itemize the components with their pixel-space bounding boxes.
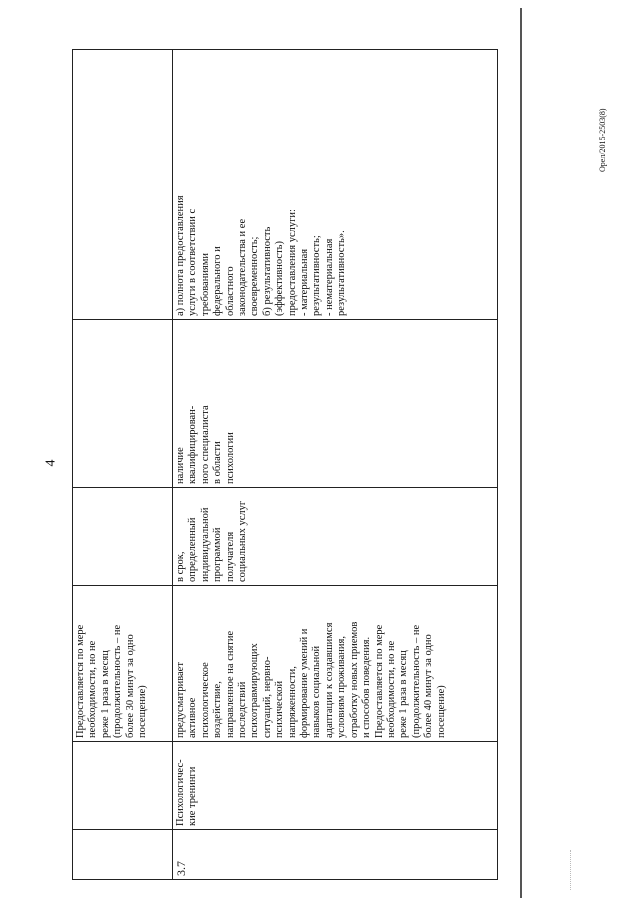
cell-line: напряженности, [286,666,298,738]
cell-line: результативность». [336,230,348,316]
cell-line: предоставления услуги: [286,209,298,316]
cell-line: реже 1 раза в месяц [398,650,410,738]
cell-conditions [173,320,498,488]
cell-line: посещение) [435,685,447,738]
cell-line: Предоставляется по мере [75,624,86,738]
cell-line: наличие [175,447,186,484]
cell-line: - материальная [299,248,311,316]
page-edge-line [520,8,522,898]
cell-criteria [173,50,498,320]
cell-line: навыков социальной [311,645,323,738]
cell-line: квалифицирован- [187,405,199,484]
cell-line: ситуаций, нервно- [261,656,273,738]
cell-line: психологическое [199,662,211,738]
cell-number: 3.7 [173,830,498,880]
services-table-wrapper [72,50,497,880]
cell-number [73,830,173,880]
cell-line: и способов поведения. [361,636,373,738]
cell-line: условиям проживания, [336,636,348,738]
cell-line: в области [212,441,224,484]
cell-description [173,586,498,742]
cell-line: активное [187,697,199,738]
table-row [173,50,498,880]
cell-line: своевременность; [249,236,261,316]
cell-line: (эффективность) [274,241,286,316]
cell-line: формирование умений и [299,628,311,738]
cell-line: - нематериальная [323,238,335,316]
cell-line: направленное на снятие [224,630,236,738]
cell-line: последствий [237,681,249,738]
cell-line: необходимости, но не [87,640,99,738]
cell-line: кие тренинги [187,766,199,826]
cell-service-name [73,742,173,830]
cell-service-name [173,742,498,830]
cell-line: программой [212,527,224,582]
cell-criteria [73,50,173,320]
cell-line: психотравмирующих [249,643,261,738]
cell-line: более 30 минут за одно [124,634,136,738]
cell-line: более 40 минут за одно [423,634,435,738]
cell-line: реже 1 раза в месяц [99,650,111,738]
cell-line: требованиями [199,252,211,316]
cell-line: психологии [224,432,236,484]
services-table [72,49,498,880]
cell-line: ного специалиста [199,405,211,484]
scan-mark [570,850,573,890]
cell-line: Предоставляется по мере [373,624,385,738]
cell-line: областного [224,266,236,316]
cell-line: посещение) [137,685,149,738]
cell-line: законодательства и ее [237,218,249,316]
cell-line: федерального и [212,246,224,316]
cell-line: необходимости, но не [385,640,397,738]
cell-line: определенный [187,517,199,582]
document-code: Opeл/2015-2503(8) [598,108,607,172]
cell-line: Психологичес- [175,759,186,826]
cell-line: получателя [224,531,236,582]
cell-line: адаптации к создавшимся [323,622,335,738]
cell-term [173,488,498,586]
cell-description [73,586,173,742]
cell-line: б) результативность [261,226,273,316]
table-row [73,50,173,880]
cell-line: отработку новых приемов [348,621,360,738]
cell-line: психической [274,680,286,738]
cell-line: а) полнота предоставления [175,195,186,316]
cell-line: результативность; [311,235,323,316]
cell-line: (продолжительность – не [112,624,124,738]
page-number: 4 [43,459,59,467]
cell-line: воздействие, [212,681,224,738]
cell-line: индивидуальной [199,507,211,582]
cell-line: предусматривает [175,662,186,738]
cell-line: социальных услуг [237,500,249,582]
cell-conditions [73,320,173,488]
cell-term [73,488,173,586]
cell-line: услуги в соответствии с [187,208,199,316]
cell-line: (продолжительность – не [410,624,422,738]
cell-line: в срок, [175,551,186,582]
